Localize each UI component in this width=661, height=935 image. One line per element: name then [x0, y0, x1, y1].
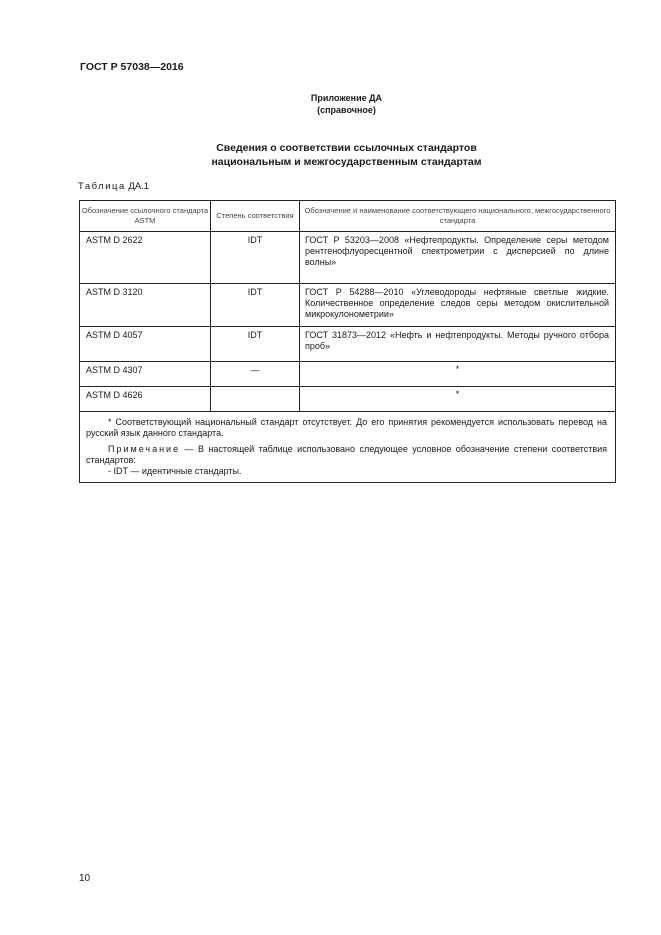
section-heading-line-1: Сведения о соответствии ссылочных стандартов	[216, 142, 477, 154]
cell-national-standard: ГОСТ 31873—2012 «Нефть и нефтепродукты. Методы ручного отбора проб»	[300, 327, 616, 362]
cell-astm-code: ASTM D 3120	[80, 284, 211, 327]
cell-national-standard: *	[300, 387, 616, 412]
cell-degree	[211, 387, 300, 412]
note	[86, 444, 607, 466]
table-row	[80, 362, 616, 387]
cell-astm-code: ASTM D 4626	[80, 387, 211, 412]
cell-degree: IDT	[211, 232, 300, 284]
header-astm-code: Обозначение ссылочного стандарта ASTM	[80, 201, 211, 232]
correspondence-table	[79, 200, 616, 483]
note-label: Примечание	[108, 444, 181, 454]
footnote: * Соответствующий национальный стандарт отсутствует. До его принятия рекомендуется использовать перевод на русский язык данного стандарта.	[86, 417, 607, 438]
cell-degree: IDT	[211, 284, 300, 327]
cell-degree: —	[211, 362, 300, 387]
table-row	[80, 387, 616, 412]
header-degree: Степень соответствия	[211, 201, 300, 232]
cell-national-standard: ГОСТ Р 53203—2008 «Нефтепродукты. Определение серы методом рентгенофлуоресцентной спектрометрии с дисперсией по длине волны»	[300, 232, 616, 284]
cell-degree: IDT	[211, 327, 300, 362]
table-notes	[80, 412, 616, 483]
table-header-row	[80, 201, 616, 232]
table-row	[80, 327, 616, 362]
appendix-title: Приложение ДА	[310, 93, 383, 103]
note-item: - IDT — идентичные стандарты.	[108, 466, 242, 476]
cell-astm-code: ASTM D 4307	[80, 362, 211, 387]
table-caption-number: ДА.1	[128, 181, 150, 192]
note-text: — В настоящей таблице использовано следующее условное обозначение степени соответствия стандартов:	[86, 444, 607, 465]
page-number: 10	[79, 873, 91, 884]
header-national-standard: Обозначение и наименование соответствующего национального, межгосударственного стандарта	[300, 201, 616, 232]
cell-astm-code: ASTM D 4057	[80, 327, 211, 362]
section-heading-line-2: национальным и межгосударственным стандартам	[211, 156, 482, 168]
table-notes-row	[80, 412, 616, 483]
appendix-subtitle: (справочное)	[317, 105, 376, 115]
cell-astm-code: ASTM D 2622	[80, 232, 211, 284]
cell-national-standard: *	[300, 362, 616, 387]
table-row	[80, 232, 616, 284]
cell-national-standard: ГОСТ Р 54288—2010 «Углеводороды нефтяные светлые жидкие. Количественное определение следов серы методом окислительной микрокулонометрии»	[300, 284, 616, 327]
table-row	[80, 284, 616, 327]
document-code: ГОСТ Р 57038—2016	[80, 61, 184, 73]
table-caption	[78, 181, 149, 192]
table-caption-label: Таблица	[78, 181, 126, 192]
